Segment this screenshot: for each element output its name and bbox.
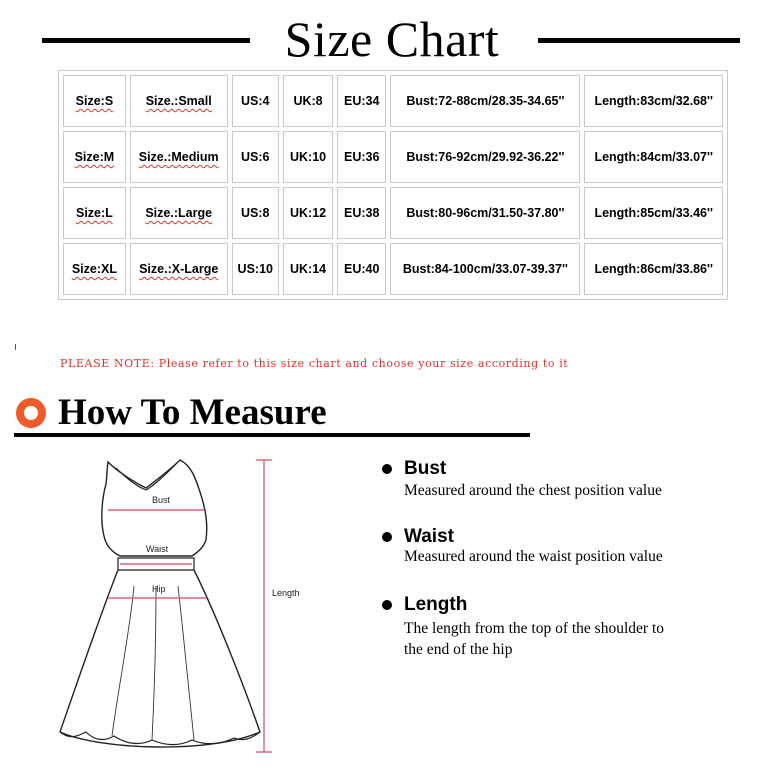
bust-cell: Bust:76-92cm/29.92-36.22'' <box>390 131 580 183</box>
hip-diagram-label: Hip <box>152 584 166 594</box>
measure-item-name: Length <box>404 594 468 615</box>
neckline <box>116 464 176 490</box>
eu-size-cell: EU:40 <box>337 243 386 295</box>
length-cell: Length:83cm/32.68'' <box>584 75 723 127</box>
bullet-icon <box>382 600 392 610</box>
measure-item-desc: The length from the top of the shoulder to <box>404 620 664 637</box>
size-cell: Size:L <box>63 187 126 239</box>
bust-diagram-label: Bust <box>152 495 171 505</box>
size-cell: Size:M <box>63 131 126 183</box>
uk-size-cell: UK:10 <box>283 131 333 183</box>
dress-skirt-outline <box>60 570 260 747</box>
size-chart-table <box>58 70 728 300</box>
size-note: PLEASE NOTE: Please refer to this size chart and choose your size according to it <box>60 357 569 370</box>
measure-heading: How To Measure <box>58 392 327 433</box>
length-diagram-label: Length <box>272 588 300 598</box>
skirt-fold <box>178 586 194 740</box>
table-row <box>63 75 723 127</box>
bust-cell: Bust:72-88cm/28.35-34.65'' <box>390 75 580 127</box>
title-rule-right <box>538 38 740 43</box>
page-title: Size Chart <box>284 11 500 67</box>
eu-size-cell: EU:36 <box>337 131 386 183</box>
bullet-icon <box>382 464 392 474</box>
measure-heading-rule <box>14 433 530 437</box>
measure-item-name: Bust <box>404 458 447 479</box>
measure-item-desc: the end of the hip <box>404 641 513 658</box>
size-cell: Size:S <box>63 75 126 127</box>
uk-size-cell: UK:8 <box>283 75 333 127</box>
length-cell: Length:86cm/33.86'' <box>584 243 723 295</box>
eu-size-cell: EU:34 <box>337 75 386 127</box>
table-row <box>63 131 723 183</box>
us-size-cell: US:8 <box>232 187 279 239</box>
size-cell: Size:XL <box>63 243 126 295</box>
title-rule-left <box>42 38 250 43</box>
skirt-hem <box>60 732 260 745</box>
dress-bodice-outline <box>102 460 207 556</box>
table-row <box>63 187 723 239</box>
edge-mark <box>15 344 16 350</box>
us-size-cell: US:10 <box>232 243 279 295</box>
skirt-fold <box>152 586 156 740</box>
eu-size-cell: EU:38 <box>337 187 386 239</box>
us-size-cell: US:4 <box>232 75 279 127</box>
bullet-icon <box>382 532 392 542</box>
measure-item-name: Waist <box>404 526 454 547</box>
dress-diagram <box>30 440 320 760</box>
uk-size-cell: UK:12 <box>283 187 333 239</box>
length-cell: Length:85cm/33.46'' <box>584 187 723 239</box>
table-row <box>63 243 723 295</box>
bust-cell: Bust:80-96cm/31.50-37.80'' <box>390 187 580 239</box>
size-name-cell: Size.:Small <box>130 75 228 127</box>
uk-size-cell: UK:14 <box>283 243 333 295</box>
size-name-cell: Size.:Medium <box>130 131 228 183</box>
title-row <box>0 0 768 80</box>
bust-cell: Bust:84-100cm/33.07-39.37'' <box>390 243 580 295</box>
size-name-cell: Size.:Large <box>130 187 228 239</box>
measure-item-desc: Measured around the waist position value <box>404 548 663 565</box>
length-cell: Length:84cm/33.07'' <box>584 131 723 183</box>
target-circle-icon <box>16 398 46 428</box>
size-name-cell: Size.:X-Large <box>130 243 228 295</box>
waist-diagram-label: Waist <box>146 544 169 554</box>
skirt-fold <box>112 586 134 736</box>
measure-item-desc: Measured around the chest position value <box>404 482 662 499</box>
us-size-cell: US:6 <box>232 131 279 183</box>
